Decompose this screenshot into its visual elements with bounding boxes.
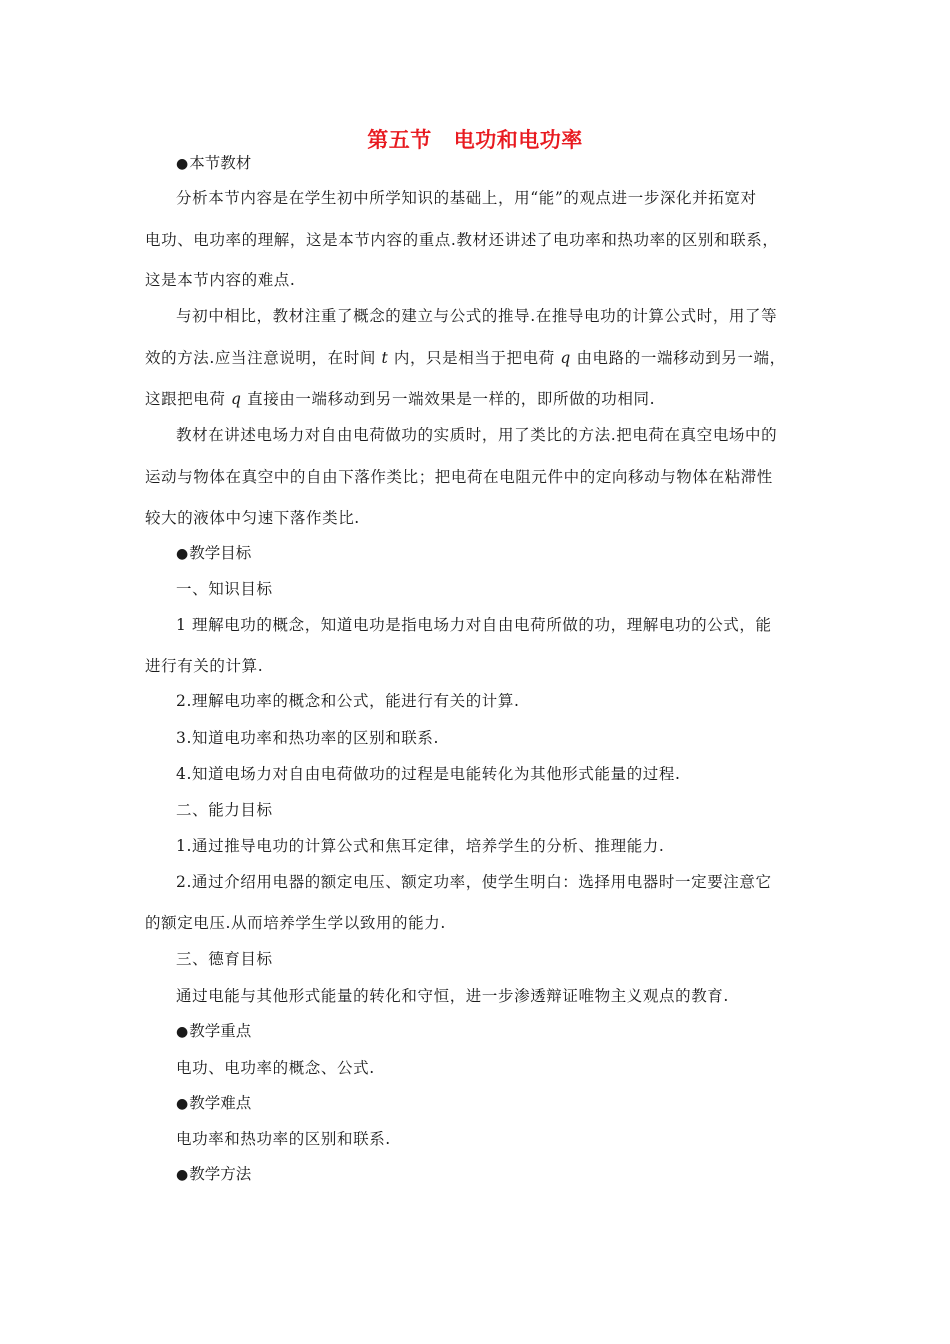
variable-t: t <box>381 349 389 367</box>
bullet-icon: ● <box>176 1024 189 1040</box>
bullet-icon: ● <box>176 546 189 562</box>
heading-goals: ●教学目标 <box>176 544 252 562</box>
page-title <box>0 124 950 154</box>
heading-ability-goals: 二、能力目标 <box>176 801 273 819</box>
paragraph-1-line-1: 分析本节内容是在学生初中所学知识的基础上，用“能”的观点进一步深化并拓宽对 <box>176 189 757 207</box>
paragraph-3-line-1: 教材在讲述电场力对自由电荷做功的实质时，用了类比的方法.把电荷在真空电场中的 <box>176 426 778 444</box>
difficulties-text: 电功率和热功率的区别和联系. <box>176 1130 391 1148</box>
paragraph-1-line-3: 这是本节内容的难点. <box>145 271 296 289</box>
heading-difficulties: ●教学难点 <box>176 1094 252 1112</box>
paragraph-3-line-2: 运动与物体在真空中的自由下落作类比；把电荷在电阻元件中的定向移动与物体在粘滞性 <box>145 468 773 486</box>
paragraph-2-line-2: 效的方法.应当注意说明，在时间 t 内，只是相当于把电荷 q 由电路的一端移动到另一端， <box>145 349 786 367</box>
ability-item-1: 1.通过推导电功的计算公式和焦耳定律，培养学生的分析、推理能力. <box>176 837 665 855</box>
bullet-icon: ● <box>176 156 189 172</box>
key-points-text: 电功、电功率的概念、公式. <box>176 1059 375 1077</box>
heading-methods: ●教学方法 <box>176 1165 252 1183</box>
title-topic: 电功和电功率 <box>453 128 583 152</box>
heading-material: ●本节教材 <box>176 154 252 172</box>
bullet-icon: ● <box>176 1167 189 1183</box>
heading-moral-goals: 三、德育目标 <box>176 950 273 968</box>
paragraph-3-line-3: 较大的液体中匀速下落作类比. <box>145 509 360 527</box>
heading-key-points: ●教学重点 <box>176 1022 252 1040</box>
heading-knowledge-goals: 一、知识目标 <box>176 580 273 598</box>
variable-q: q <box>560 349 571 367</box>
paragraph-2-line-3: 这跟把电荷 q 直接由一端移动到另一端效果是一样的，即所做的功相同. <box>145 390 656 408</box>
variable-q: q <box>231 390 242 408</box>
knowledge-item-4: 4.知道电场力对自由电荷做功的过程是电能转化为其他形式能量的过程. <box>176 765 681 783</box>
knowledge-item-2: 2.理解电功率的概念和公式，能进行有关的计算. <box>176 692 520 710</box>
title-section-number: 第五节 <box>367 128 432 152</box>
knowledge-item-1-line-2: 进行有关的计算. <box>145 657 264 675</box>
knowledge-item-1-line-1: 1 理解电功的概念，知道电功是指电场力对自由电荷所做的功，理解电功的公式，能 <box>176 616 772 634</box>
ability-item-2-line-1: 2.通过介绍用电器的额定电压、额定功率，使学生明白：选择用电器时一定要注意它 <box>176 873 772 891</box>
paragraph-1-line-2: 电功、电功率的理解，这是本节内容的重点.教材还讲述了电功率和热功率的区别和联系， <box>145 231 779 249</box>
ability-item-2-line-2: 的额定电压.从而培养学生学以致用的能力. <box>145 914 446 932</box>
paragraph-2-line-1: 与初中相比，教材注重了概念的建立与公式的推导.在推导电功的计算公式时，用了等 <box>176 307 778 325</box>
knowledge-item-3: 3.知道电功率和热功率的区别和联系. <box>176 729 440 747</box>
bullet-icon: ● <box>176 1096 189 1112</box>
moral-goal-text: 通过电能与其他形式能量的转化和守恒，进一步渗透辩证唯物主义观点的教育. <box>176 987 729 1005</box>
